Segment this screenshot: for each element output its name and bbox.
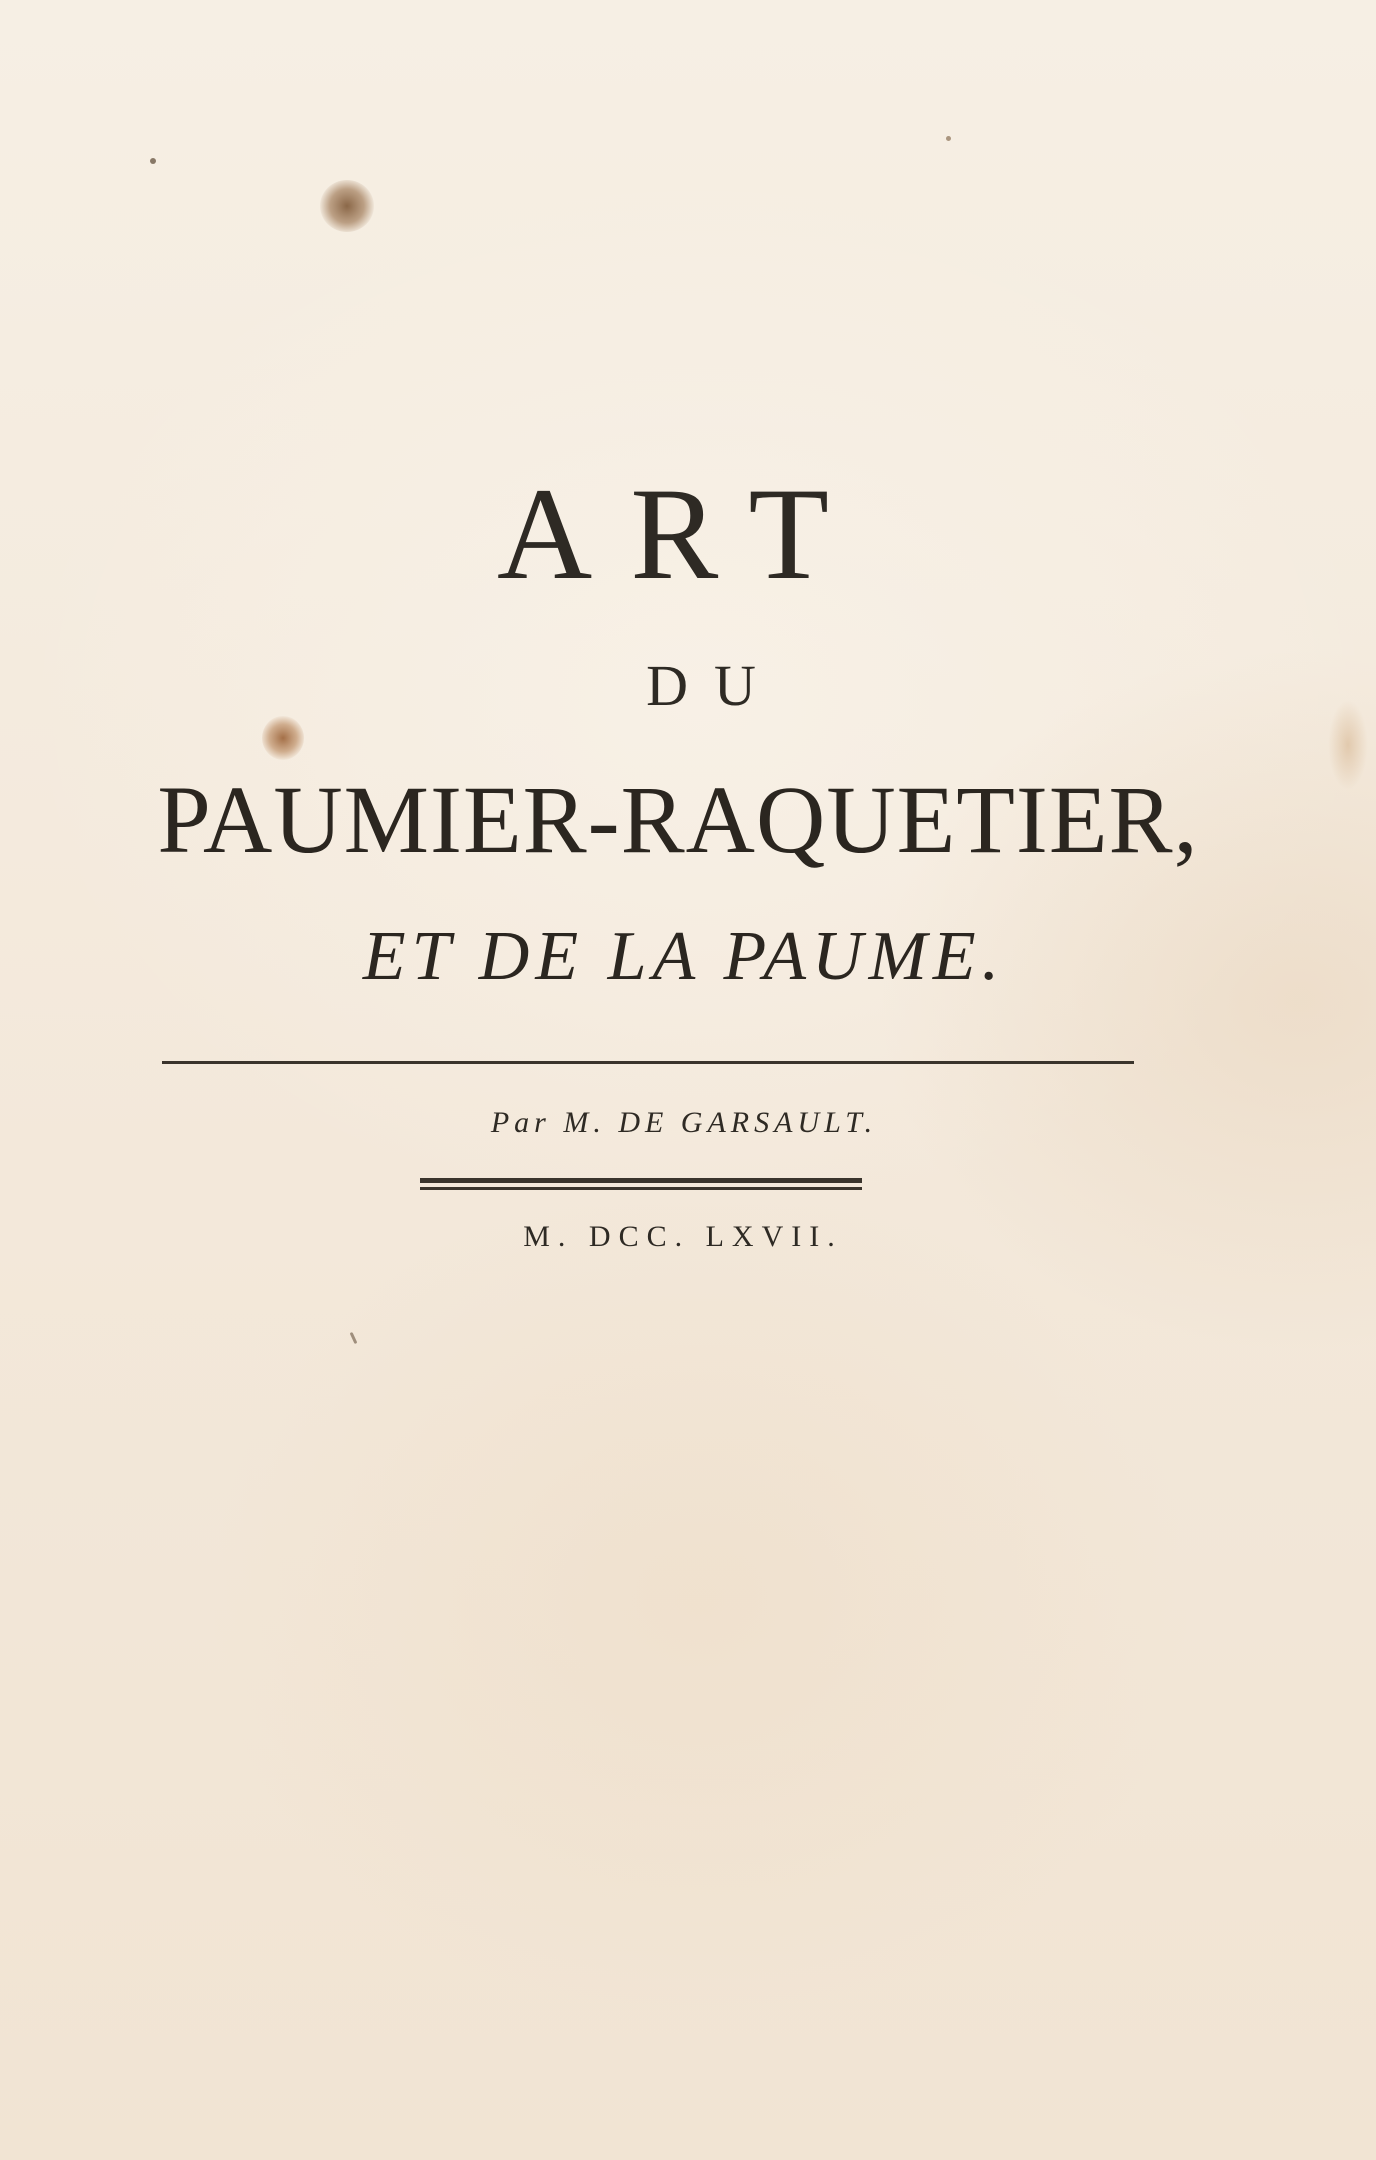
ink-speck bbox=[150, 158, 156, 164]
publication-date: M. DCC. LXVII. bbox=[523, 1220, 843, 1253]
ink-speck bbox=[946, 136, 951, 141]
double-rule bbox=[420, 1178, 862, 1190]
foxing-stain bbox=[262, 716, 304, 760]
title-du: DU bbox=[646, 653, 782, 718]
title-paumier-raquetier: PAUMIER-RAQUETIER, bbox=[157, 766, 1199, 873]
author-line: Par M. DE GARSAULT. bbox=[490, 1106, 878, 1139]
title-art: ART bbox=[496, 460, 868, 607]
horizontal-rule bbox=[162, 1061, 1134, 1064]
ink-speck bbox=[350, 1332, 358, 1344]
foxing-stain bbox=[320, 180, 374, 232]
title-et-de-la-paume: ET DE LA PAUME. bbox=[362, 918, 1006, 995]
